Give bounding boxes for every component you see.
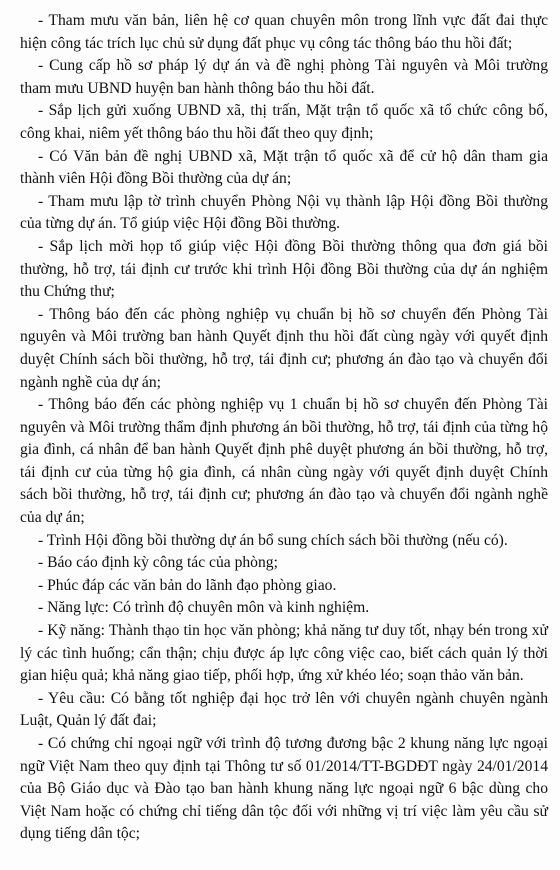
paragraph-quyet-dinh-thu-hoi: - Thông báo đến các phòng nghiệp vụ chuẩn bị hồ sơ chuyển đến Phòng Tài nguyên và Môi trường ban hành Quyết định thu hồi đất cùng ngày với quyết định duyệt Chính sách bồi thường, hỗ trợ, tái định cư; phương án đào tạo và chuyển đổi ngành nghề của dự án; [20, 305, 548, 391]
paragraph-bo-sung-chinh-sach: - Trình Hội đồng bồi thường dự án bổ sung chích sách bồi thường (nếu có). [38, 531, 508, 549]
paragraph-tham-dinh-phuong-an: - Thông báo đến các phòng nghiệp vụ 1 chuẩn bị hồ sơ chuyển đến Phòng Tài nguyên và Môi trường thẩm định phương án bồi thường, hỗ trợ, tái định của từng hộ gia đình, cá nhân để ban hành Quyết định phê duyệt phương án bồi thường, hỗ trợ, tái định cư của từng hộ gia đình, cá nhân cùng ngày với quyết định duyệt Chính sách bồi thường, hỗ trợ, tái định cư; phương án đào tạo và chuyển đổi ngành nghề của dự án; [20, 396, 548, 527]
paragraph-de-nghi-cu-ho-dan: - Có Văn bản đề nghị UBND xã, Mặt trận tổ quốc xã để cử hộ dân tham gia thành viên Hội đồng Bồi thường của dự án; [20, 147, 548, 188]
paragraph-to-trinh-hoi-dong: - Tham mưu lập tờ trình chuyển Phòng Nội vụ thành lập Hội đồng Bồi thường của từng dự án. Tổ giúp việc Hội đồng Bồi thường. [20, 192, 548, 233]
paragraph-ky-nang: - Kỹ năng: Thành thạo tin học văn phòng; khả năng tư duy tốt, nhạy bén trong xử lý các tình huống; cẩn thận; chịu được áp lực công việc cao, biết cách quản lý thời gian hiệu quả; khả năng giao tiếp, phối hợp, ứng xử khéo léo; soạn thảo văn bản. [20, 622, 548, 685]
paragraph-phuc-dap: - Phúc đáp các văn bản do lãnh đạo phòng giao. [38, 576, 337, 594]
paragraph-yeu-cau: - Yêu cầu: Có bằng tốt nghiệp đại học trở lên với chuyên ngành chuyên ngành Luật, Quản lý đất đai; [20, 689, 548, 730]
paragraph-hop-to-giup-viec: - Sắp lịch mời họp tổ giúp việc Hội đồng Bồi thường thông qua đơn giá bồi thường, hỗ trợ, tái định cư trước khi trình Hội đồng Bồi thường của dự án nghiệm thu Chứng thư; [20, 237, 548, 301]
paragraph-nang-luc: - Năng lực: Có trình độ chuyên môn và kinh nghiệm. [38, 599, 370, 617]
paragraph-sap-lich-cong-bo: - Sắp lịch gửi xuống UBND xã, thị trấn, Mặt trận tổ quốc xã tổ chức công bố, công khai, niêm yết thông báo thu hồi đất theo quy định; [20, 102, 548, 142]
paragraph-bao-cao-dinh-ky: - Báo cáo định kỳ công tác của phòng; [38, 554, 278, 572]
paragraph-chung-chi-ngoai-ngu: - Có chứng chỉ ngoại ngữ với trình độ tương đương bậc 2 khung năng lực ngoại ngữ Việt Nam theo quy định tại Thông tư số 01/2014/TT-BGDĐT ngày 24/01/2014 của Bộ Giáo dục và Đào tạo ban hành khung năng lực ngoại ngữ 6 bậc dùng cho Việt Nam hoặc có chứng chỉ tiếng dân tộc đối với những vị trí việc làm yêu cầu sử dụng tiếng dân tộc; [20, 735, 548, 843]
paragraph-ho-so-phap-ly: - Cung cấp hồ sơ pháp lý dự án và đề nghị phòng Tài nguyên và Môi trường tham mưu UBND huyện ban hành thông báo thu hồi đất. [20, 57, 548, 97]
paragraph-trich-luc: - Tham mưu văn bản, liên hệ cơ quan chuyên môn trong lĩnh vực đất đai thực hiện công tác trích lục chủ sử dụng đất phục vụ công tác thông báo thu hồi đất; [20, 12, 548, 52]
document-body [20, 10, 548, 846]
